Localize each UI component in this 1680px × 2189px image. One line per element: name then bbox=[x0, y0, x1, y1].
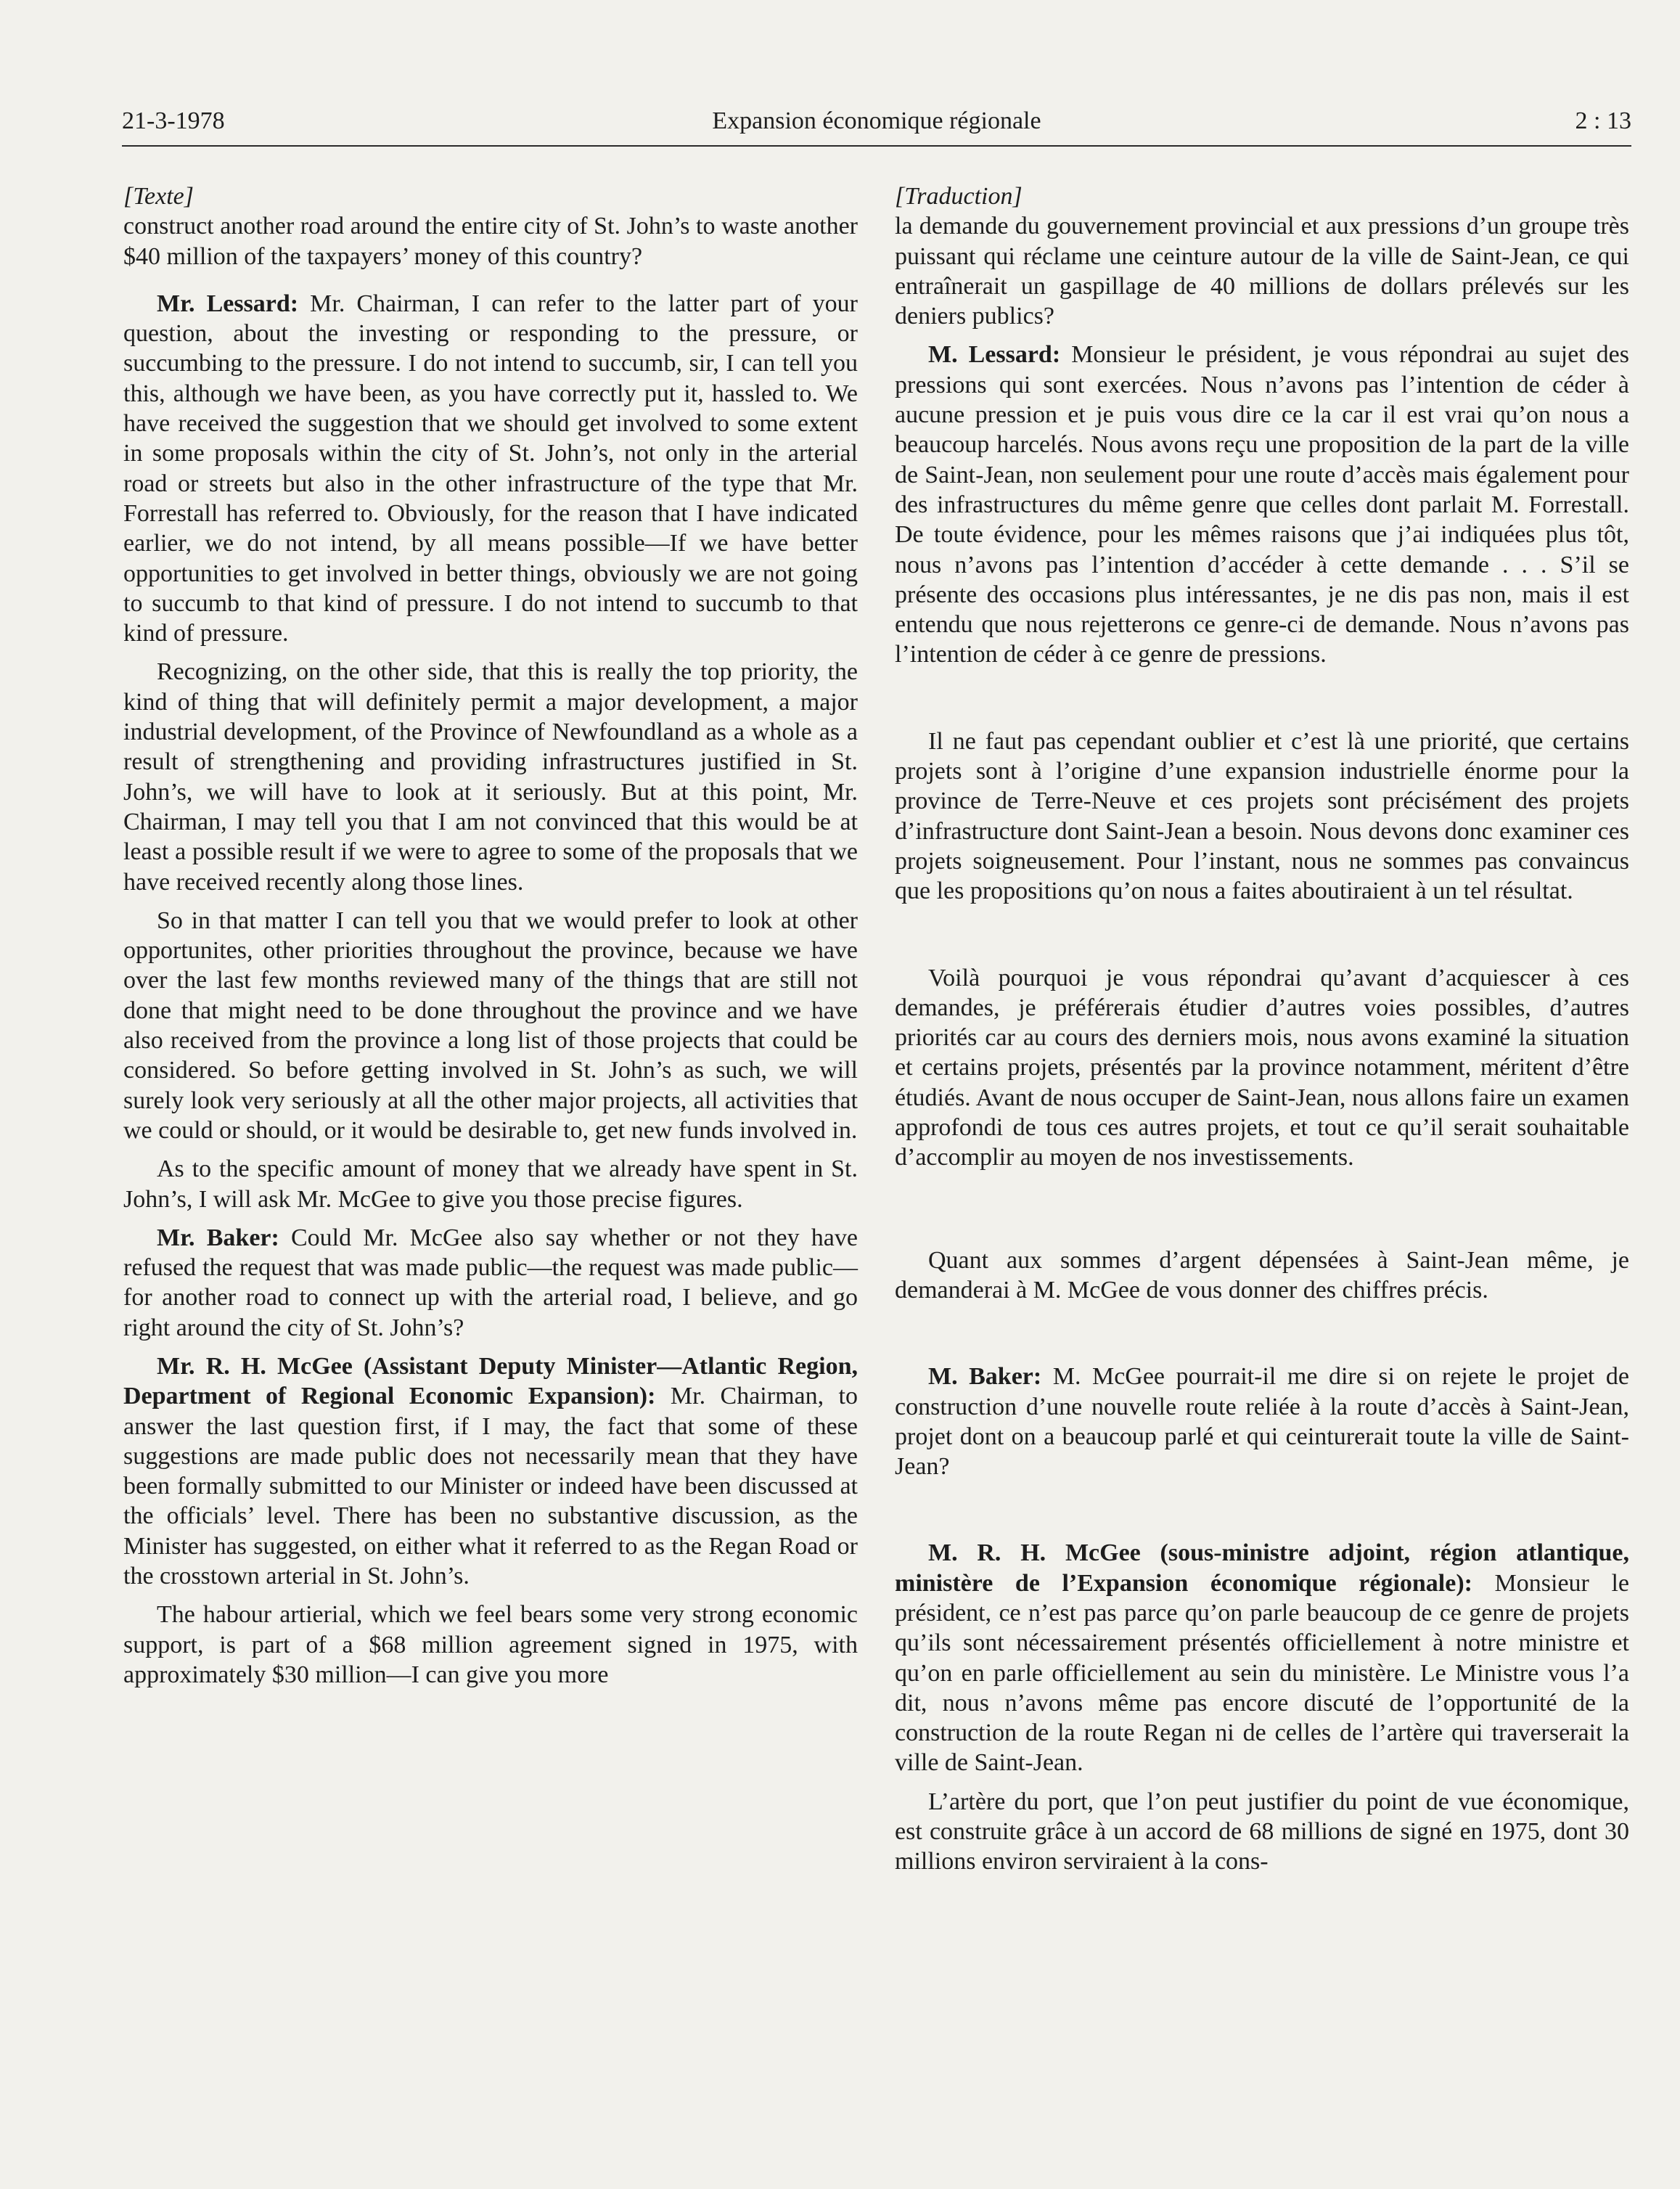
header-title: Expansion économique régionale bbox=[712, 107, 1041, 134]
paragraph: L’artère du port, que l’on peut justifier du point de vue économique, est construite grâce à un accord de 68 millions de signé en 1975, dont 30 millions environ serviraient à la cons- bbox=[895, 1788, 1629, 1875]
paragraph: Quant aux sommes d’argent dépensées à Saint-Jean même, je demanderai à M. McGee de vous donner des chiffres précis. bbox=[895, 1246, 1629, 1304]
speech-paragraph bbox=[123, 1223, 858, 1343]
speech-text: Monsieur le président, ce n’est pas parce qu’on parle beaucoup de ce genre de projets qu’ils sont nécessairement présentés officiellement à notre ministre et qu’on en parle officiellement au sein du ministère. Le Ministre vous l’a dit, nous n’avons même pas encore discuté de l’opportunité de la construction de la route Regan ni de celles de l’artère qui traverserait la ville de Saint-Jean. bbox=[895, 1569, 1629, 1777]
speech-text: Mr. Chairman, to answer the last question first, if I may, the fact that some of these suggestions are made public does not necessarily mean that they have been formally submitted to our Minister or indeed have been discussed at the officials’ level. There has been no substantive discussion, as the Minister has suggested, on either what it referred to as the Regan Road or the crosstown arterial in St. John’s. bbox=[123, 1383, 858, 1590]
paragraph: la demande du gouvernement provincial et aux pressions d’un groupe très puissant qui réclame une ceinture autour de la ville de Saint-Jean, ce qui entraînerait un gaspillage de 40 millions de dollars prélevés sur les deniers publics? bbox=[895, 213, 1629, 330]
paragraph: So in that matter I can tell you that we would prefer to look at other opportunites, other priorities throughout the province, because we have over the last few months reviewed many of the things that are still not done that might need to be done throughout the province and we have also received from the province a long list of those projects that could be considered. So before getting involved in St. John’s as such, we will surely look very seriously at all the other major projects, all activities that we could or should, or it would be desirable to, get new funds involved in. bbox=[123, 907, 858, 1144]
header-rule bbox=[122, 145, 1631, 147]
paragraph: The habour artierial, which we feel bears some very strong economic support, is part of a $68 million agreement signed in 1975, with approximately $30 million—I can give you more bbox=[123, 1601, 858, 1688]
speech-paragraph bbox=[123, 289, 858, 649]
language-label: [Texte] bbox=[123, 183, 194, 210]
page-header bbox=[122, 107, 1631, 145]
paragraph: construct another road around the entire city of St. John’s to waste another $40 million of the taxpayers’ money of this country? bbox=[123, 213, 858, 270]
header-date: 21-3-1978 bbox=[122, 107, 225, 134]
header-page-number: 2 : 13 bbox=[1575, 107, 1631, 134]
speech-paragraph bbox=[895, 1362, 1629, 1481]
speaker-name: Mr. R. H. McGee (Assistant Deputy Minister—Atlantic Region, Department of Regional Economic Expansion): bbox=[123, 1352, 858, 1410]
language-label: [Traduction] bbox=[895, 183, 1023, 210]
speech-paragraph bbox=[895, 340, 1629, 669]
paragraph: Recognizing, on the other side, that this is really the top priority, the kind of thing that will definitely permit a major development, a major industrial development, of the Province of Newfoundland as a whole as a result of strengthening and providing infrastructures justified in St. John’s, we will have to look at it seriously. But at this point, Mr. Chairman, I may tell you that I am not convinced that this would be at least a possible result if we were to agree to some of the proposals that we have received recently along those lines. bbox=[123, 658, 858, 896]
paragraph: As to the specific amount of money that we already have spent in St. John’s, I will ask Mr. McGee to give you those precise figures. bbox=[123, 1155, 858, 1213]
speech-text: Could Mr. McGee also say whether or not they have refused the request that was made public—the request was made public—for another road to connect up with the arterial road, I believe, and go right around the city of St. John’s? bbox=[123, 1224, 858, 1341]
speaker-name: M. Baker: bbox=[928, 1363, 1042, 1391]
speaker-name: M. R. H. McGee (sous-ministre adjoint, région atlantique, ministère de l’Expansion économique régionale): bbox=[895, 1539, 1629, 1597]
speaker-name: M. Lessard: bbox=[928, 341, 1061, 369]
speech-paragraph bbox=[895, 1538, 1629, 1777]
speaker-name: Mr. Lessard: bbox=[157, 290, 299, 317]
speech-text: Mr. Chairman, I can refer to the latter part of your question, about the investing or responding to the pressure, or succumbing to the pressure. I do not intend to succumb, sir, I can tell you this, although we have been, as you have correctly put it, hassled to. We have received the suggestion that we should get involved to some extent in some proposals within the city of St. John’s, not only in the arterial road or streets but also in the other infrastructure of the type that Mr. Forrestall has referred to. Obviously, for the reason that I have indicated earlier, we do not intend, by all means possible—If we have better opportunities to get involved in better things, obviously we are not going to succumb to that kind of pressure. I do not intend to succumb to that kind of pressure. bbox=[123, 290, 859, 647]
speech-text: Monsieur le président, je vous répondrai au sujet des pressions qui sont exercées. Nous n’avons pas l’intention de céder à aucune pression et je puis vous dire ce la car il est vrai qu’on nous a beaucoup harcelés. Nous avons reçu une proposition de la part de la ville de Saint-Jean, non seulement pour une route d’accès mais également pour des infrastructures du même genre que celles dont parlait M. Forrestall. De toute évidence, pour les mêmes raisons que j’ai indiquées plus tôt, nous n’avons pas l’intention d’accéder à cette demande . . . S’il se présente des occasions plus intéressantes, je ne dis pas non, mais il est entendu que nous rejetterons ce genre-ci de demande. Nous n’avons pas l’intention de céder à ce genre de pressions. bbox=[895, 341, 1629, 668]
speaker-name: Mr. Baker: bbox=[157, 1224, 279, 1251]
french-column bbox=[895, 181, 1629, 1877]
paragraph: Il ne faut pas cependant oublier et c’est là une priorité, que certains projets sont à l’origine d’une expansion industrielle énorme pour la province de Terre-Neuve et ces projets sont précisément des projets d’infrastructure dont Saint-Jean a besoin. Nous devons donc examiner ces projets soigneusement. Pour l’instant, nous ne sommes pas convaincus que les propositions qu’on nous a faites aboutiraient à un tel résultat. bbox=[895, 727, 1629, 905]
english-column bbox=[123, 181, 858, 1690]
speech-text: M. McGee pourrait-il me dire si on rejete le projet de construction d’une nouvelle route reliée à la route d’accès à Saint-Jean, projet dont on a beaucoup parlé et qui ceinturerait toute la ville de Saint-Jean? bbox=[895, 1363, 1629, 1481]
speech-paragraph bbox=[123, 1351, 858, 1591]
paragraph: Voilà pourquoi je vous répondrai qu’avant d’acquiescer à ces demandes, je préférerais étudier d’autres voies possibles, d’autres priorités car au cours des derniers mois, nous avons examiné la situation et certains projets, présentés par la province notamment, méritent d’être étudiés. Avant de nous occuper de Saint-Jean, nous allons faire un examen approfondi de tous ces autres projets, et tout ce qu’il serait souhaitable d’accomplir au moyen de nos investissements. bbox=[895, 964, 1629, 1171]
